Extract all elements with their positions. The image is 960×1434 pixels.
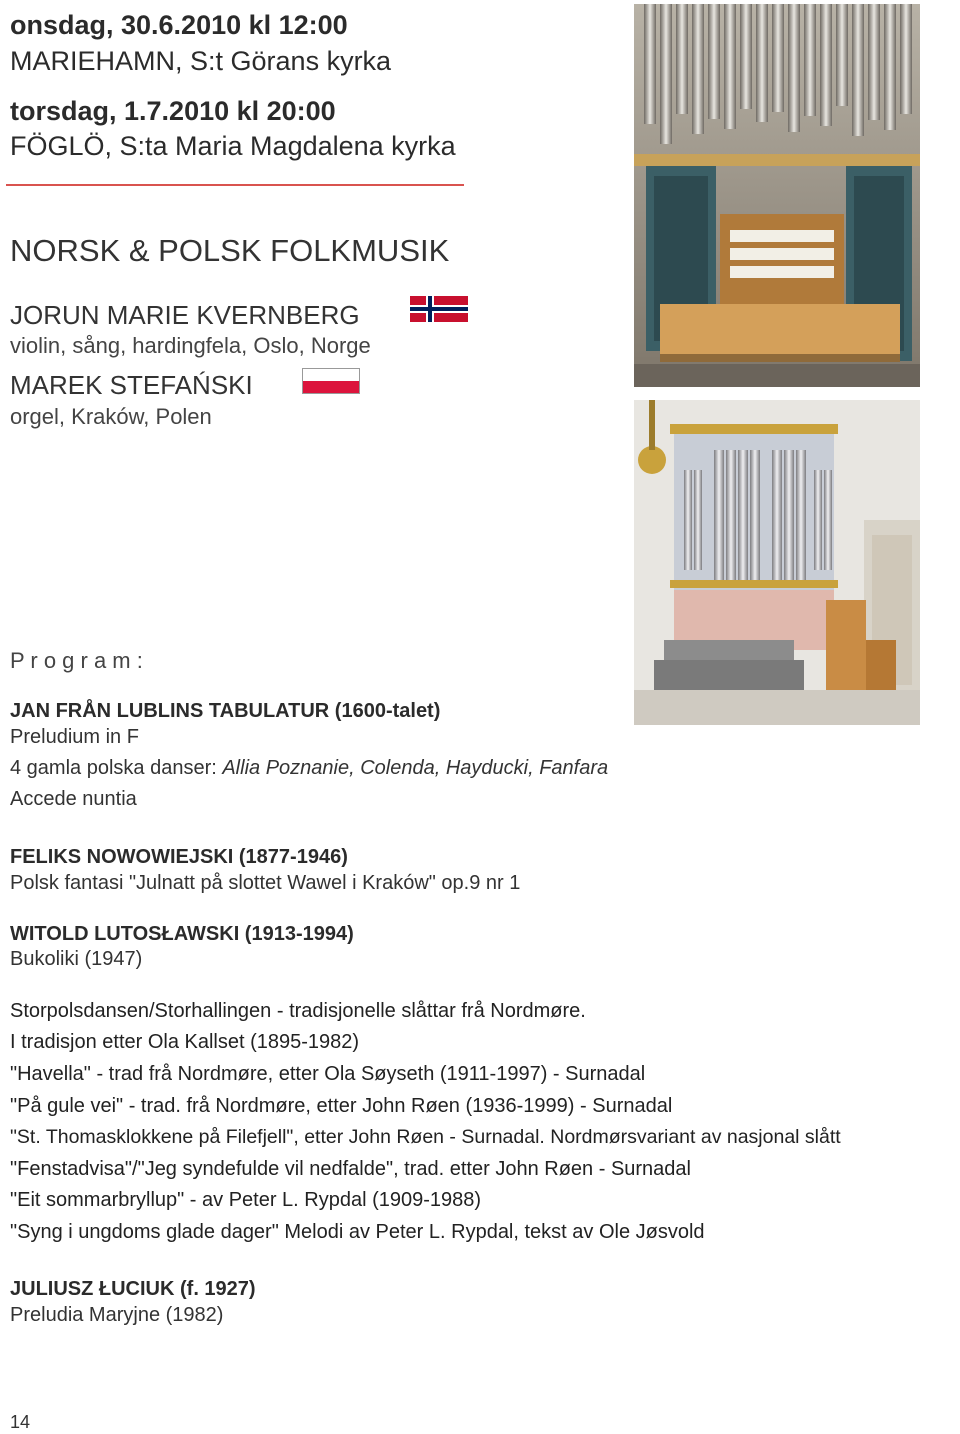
artist-2-role: orgel, Kraków, Polen bbox=[10, 404, 212, 429]
folk-line-2: I tradisjon etter Ola Kallset (1895-1982) bbox=[10, 1031, 360, 1053]
folk-line-1: Storpolsdansen/Storhallingen - tradisjonelle slåttar frå Nordmøre. bbox=[10, 1000, 586, 1022]
divider-line bbox=[6, 184, 464, 186]
concert-1-date: onsdag, 30.6.2010 kl 12:00 bbox=[10, 10, 348, 40]
artist-1-role: violin, sång, hardingfela, Oslo, Norge bbox=[10, 333, 371, 358]
artist-1-name: JORUN MARIE KVERNBERG bbox=[10, 300, 360, 330]
page-number: 14 bbox=[10, 1412, 31, 1432]
work-preludia-maryjne: Preludia Maryjne (1982) bbox=[10, 1304, 224, 1326]
organ-photo-top bbox=[634, 4, 920, 387]
organ-photo-bottom bbox=[634, 400, 920, 725]
work-polska-prefix: 4 gamla polska danser: bbox=[10, 757, 223, 779]
concert-2-date: torsdag, 1.7.2010 kl 20:00 bbox=[10, 96, 336, 126]
composer-luciuk: JULIUSZ ŁUCIUK (f. 1927) bbox=[10, 1278, 256, 1300]
program-label: P r o g r a m : bbox=[10, 648, 143, 673]
composer-lublin: JAN FRÅN LUBLINS TABULATUR (1600-talet) bbox=[10, 700, 441, 722]
folk-line-5: "St. Thomasklokkene på Filefjell", etter John Røen - Surnadal. Nordmørsvariant av nasjonal slått bbox=[10, 1126, 841, 1148]
work-preludium: Preludium in F bbox=[10, 726, 139, 748]
norway-flag-icon bbox=[410, 296, 468, 322]
concert-2-venue: FÖGLÖ, S:ta Maria Magdalena kyrka bbox=[10, 131, 456, 161]
folk-line-6: "Fenstadvisa"/"Jeg syndefulde vil nedfalde", trad. etter John Røen - Surnadal bbox=[10, 1158, 691, 1180]
composer-nowowiejski: FELIKS NOWOWIEJSKI (1877-1946) bbox=[10, 846, 348, 868]
folk-line-3: "Havella" - trad frå Nordmøre, etter Ola Søyseth (1911-1997) - Surnadal bbox=[10, 1063, 646, 1085]
page-title: NORSK & POLSK FOLKMUSIK bbox=[10, 233, 450, 268]
poland-flag-icon bbox=[302, 368, 360, 394]
work-polska-danser bbox=[10, 757, 608, 780]
folk-line-4: "På gule vei" - trad. frå Nordmøre, etter John Røen (1936-1999) - Surnadal bbox=[10, 1095, 673, 1117]
work-polsk-fantasi: Polsk fantasi "Julnatt på slottet Wawel i Kraków" op.9 nr 1 bbox=[10, 872, 521, 894]
folk-line-8: "Syng i ungdoms glade dager" Melodi av Peter L. Rypdal, tekst av Ole Jøsvold bbox=[10, 1221, 705, 1243]
work-bukoliki: Bukoliki (1947) bbox=[10, 948, 143, 970]
folk-line-7: "Eit sommarbryllup" - av Peter L. Rypdal (1909-1988) bbox=[10, 1189, 482, 1211]
composer-lutoslawski: WITOLD LUTOSŁAWSKI (1913-1994) bbox=[10, 923, 354, 945]
concert-1-venue: MARIEHAMN, S:t Görans kyrka bbox=[10, 46, 392, 76]
work-polska-titles: Allia Poznanie, Colenda, Hayducki, Fanfara bbox=[222, 757, 609, 779]
artist-2-name: MAREK STEFAŃSKI bbox=[10, 370, 253, 400]
work-accede: Accede nuntia bbox=[10, 788, 137, 810]
